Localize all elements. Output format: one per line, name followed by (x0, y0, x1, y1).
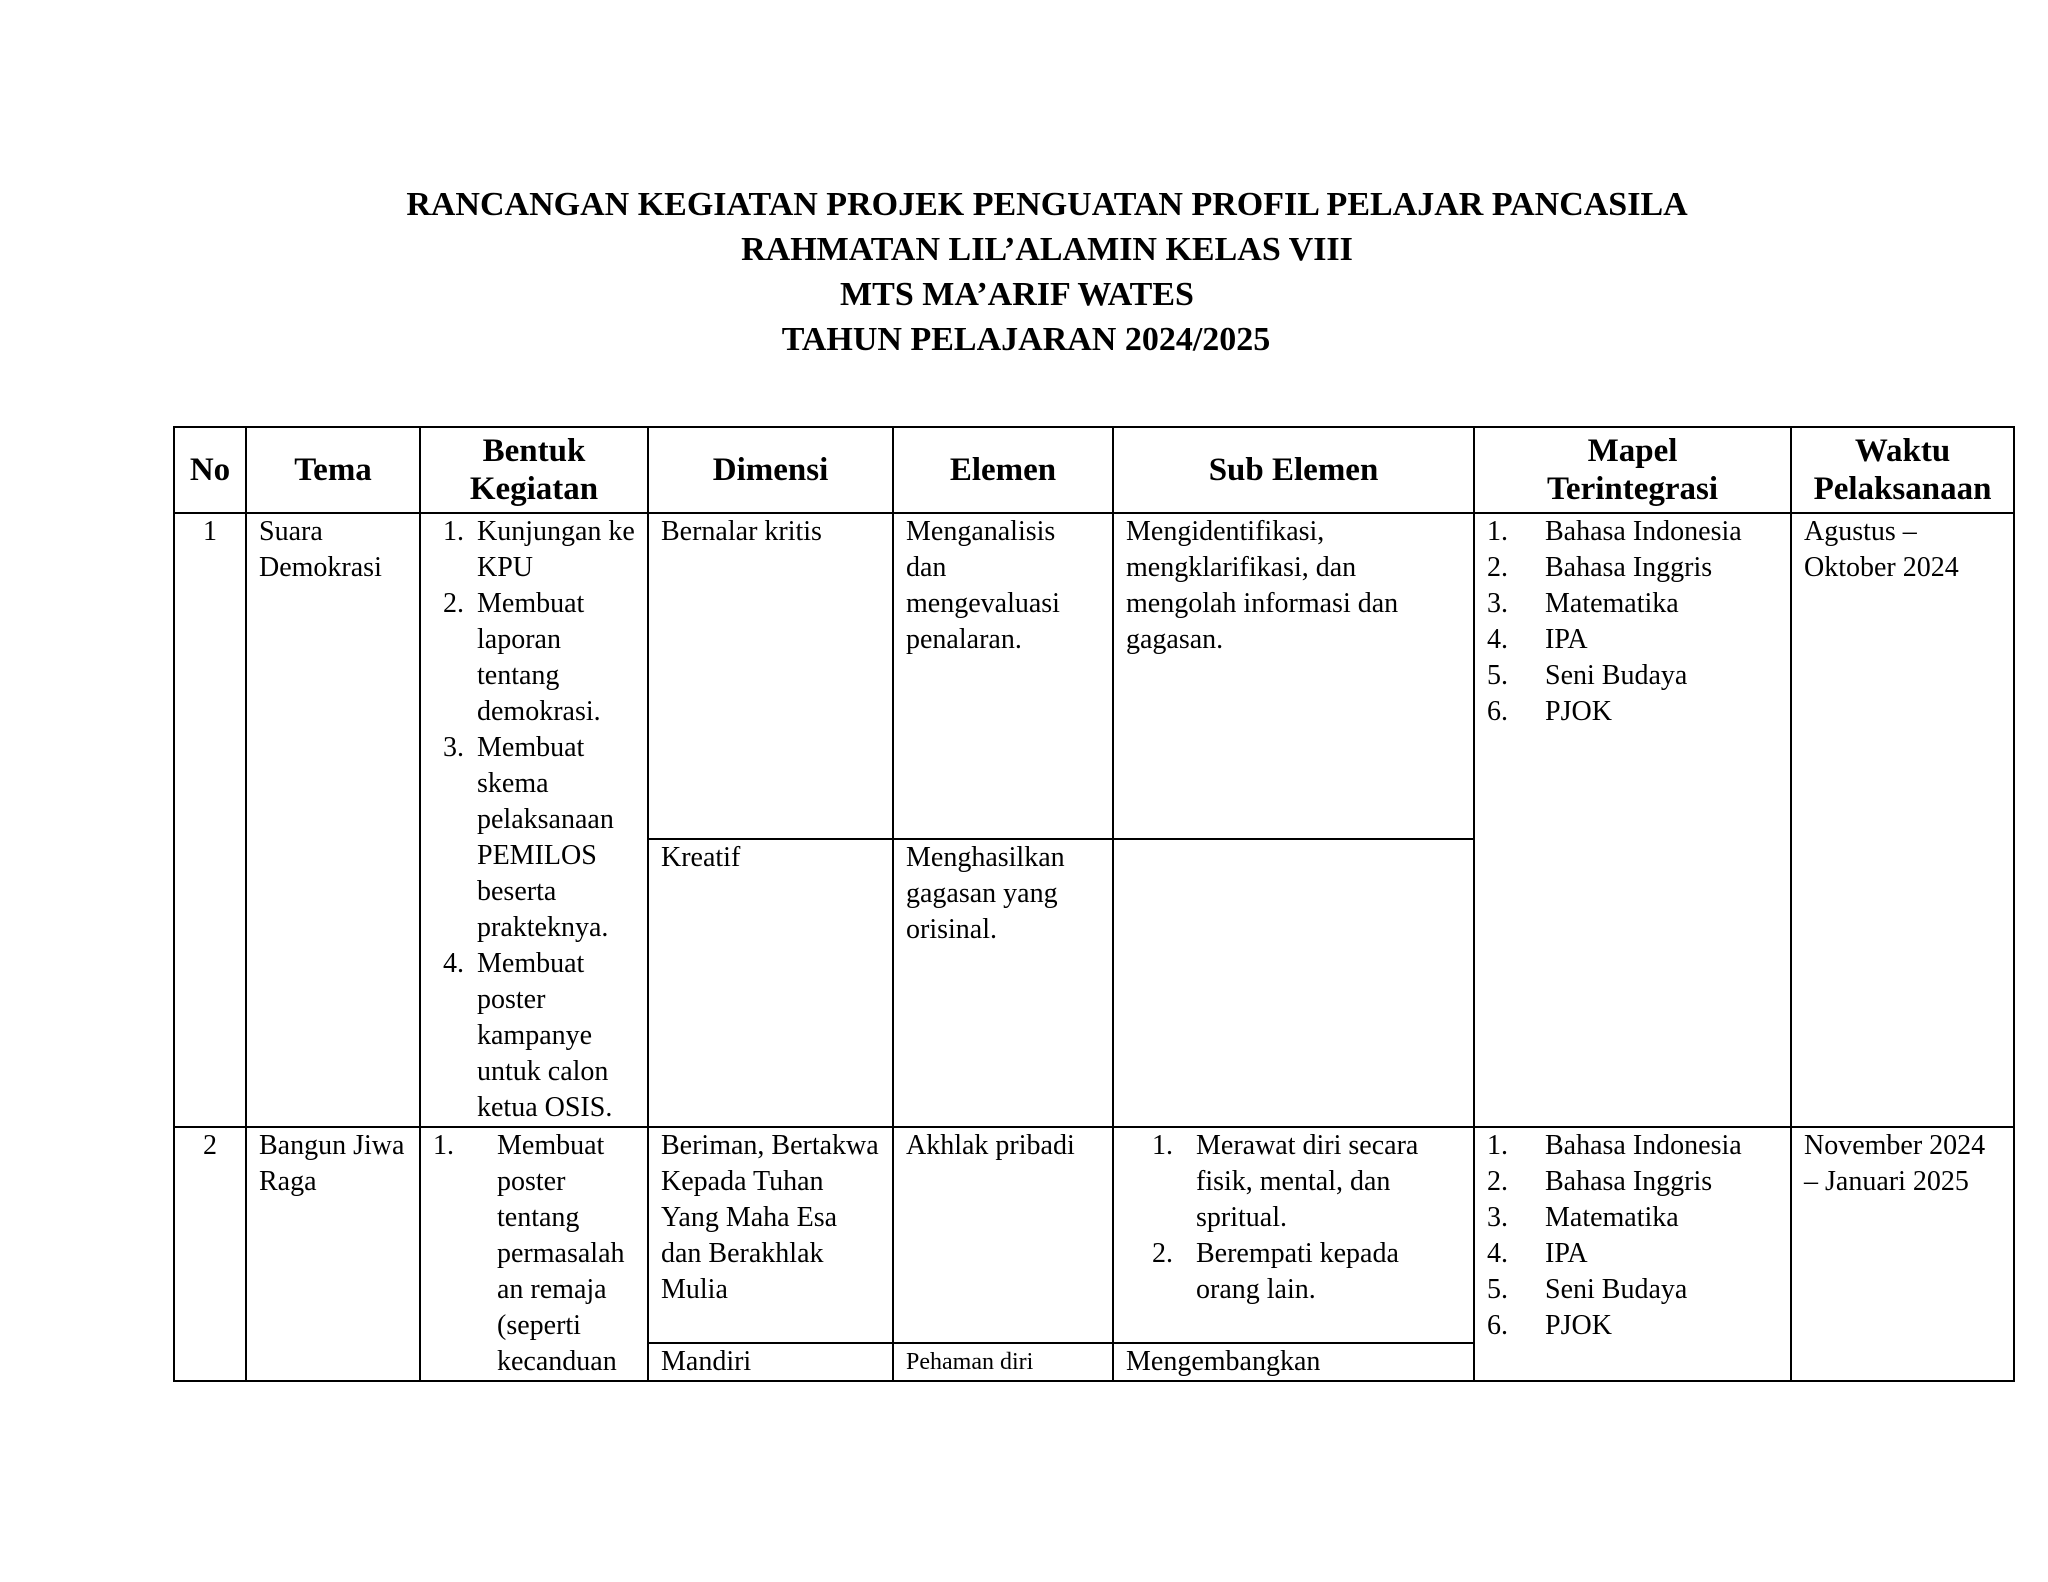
header-sub-elemen: Sub Elemen (1113, 427, 1474, 513)
sub-elemen-cell: Mengembangkan (1113, 1343, 1474, 1381)
sub-elemen-cell (1113, 1127, 1474, 1343)
dimensi-cell: Beriman, Bertakwa Kepada Tuhan Yang Maha Esa dan Berakhlak Mulia (648, 1127, 893, 1343)
mapel-cell (1474, 1127, 1791, 1381)
mapel-list (1487, 514, 1778, 730)
waktu-cell: Agustus – Oktober 2024 (1791, 513, 2014, 1127)
list-item: 2. Membuat laporan tentang demokrasi. (443, 588, 601, 727)
list-item: 1. Bahasa Indonesia (1487, 1130, 1742, 1161)
list-item: 2. Bahasa Inggris (1487, 552, 1713, 583)
tema-cell: Suara Demokrasi (246, 513, 420, 1127)
list-item: 1. Kunjungan ke KPU (443, 516, 635, 583)
list-item: 2. Berempati kepada orang lain. (1152, 1238, 1399, 1305)
title-line-1: RANCANGAN KEGIATAN PROJEK PENGUATAN PROFIL PELAJAR PANCASILA (406, 186, 1688, 223)
list-item: 4. IPA (1487, 624, 1588, 655)
list-item: 1. Membuat poster tentang permasalah an remaja (seperti kecanduan (433, 1130, 625, 1377)
list-item: 1. Merawat diri secara fisik, mental, dan spritual. (1152, 1130, 1419, 1233)
header-no: No (174, 427, 246, 513)
header-mapel-terintegrasi: Mapel Terintegrasi (1474, 427, 1791, 513)
dimensi-cell: Kreatif (648, 839, 893, 1127)
row-number: 1 (174, 513, 246, 1127)
elemen-cell: Menghasilkan gagasan yang orisinal. (893, 839, 1113, 1127)
header-bentuk-kegiatan: Bentuk Kegiatan (420, 427, 648, 513)
dimensi-cell: Bernalar kritis (648, 513, 893, 839)
tema-cell: Bangun Jiwa Raga (246, 1127, 420, 1381)
sub-elemen-list (1126, 1128, 1461, 1308)
row-number: 2 (174, 1127, 246, 1381)
list-item: 6. PJOK (1487, 1310, 1612, 1341)
list-item: 2. Bahasa Inggris (1487, 1166, 1713, 1197)
table-row (174, 1127, 2014, 1343)
list-item: 3. Matematika (1487, 588, 1679, 619)
header-elemen: Elemen (893, 427, 1113, 513)
kegiatan-table (173, 426, 2015, 1382)
header-tema: Tema (246, 427, 420, 513)
sub-elemen-cell (1113, 839, 1474, 1127)
list-item: 3. Membuat skema pelaksanaan PEMILOS beserta prakteknya. (443, 732, 614, 943)
elemen-cell: Pehaman diri (893, 1343, 1113, 1381)
list-item: 4. IPA (1487, 1238, 1588, 1269)
waktu-cell: November 2024 – Januari 2025 (1791, 1127, 2014, 1381)
kegiatan-list (433, 1128, 635, 1380)
list-item: 1. Bahasa Indonesia (1487, 516, 1742, 547)
title-line-3: MTS MA’ARIF WATES (840, 276, 1194, 313)
kegiatan-cell (420, 513, 648, 1127)
title-line-4: TAHUN PELAJARAN 2024/2025 (781, 321, 1271, 358)
table-header-row (174, 427, 2014, 513)
elemen-cell: Menganalisis dan mengevaluasi penalaran. (893, 513, 1113, 839)
header-waktu-pelaksanaan: Waktu Pelaksanaan (1791, 427, 2014, 513)
header-dimensi: Dimensi (648, 427, 893, 513)
mapel-list (1487, 1128, 1778, 1344)
dimensi-cell: Mandiri (648, 1343, 893, 1381)
table-row (174, 513, 2014, 839)
title-line-2: RAHMATAN LIL’ALAMIN KELAS VIII (741, 231, 1353, 268)
elemen-cell: Akhlak pribadi (893, 1127, 1113, 1343)
list-item: 4. Membuat poster kampanye untuk calon ketua OSIS. (443, 948, 613, 1123)
kegiatan-list (433, 514, 635, 1126)
sub-elemen-cell: Mengidentifikasi, mengklarifikasi, dan mengolah informasi dan gagasan. (1113, 513, 1474, 839)
mapel-cell (1474, 513, 1791, 1127)
list-item: 5. Seni Budaya (1487, 1274, 1688, 1305)
kegiatan-cell (420, 1127, 648, 1381)
list-item: 6. PJOK (1487, 696, 1612, 727)
list-item: 3. Matematika (1487, 1202, 1679, 1233)
list-item: 5. Seni Budaya (1487, 660, 1688, 691)
